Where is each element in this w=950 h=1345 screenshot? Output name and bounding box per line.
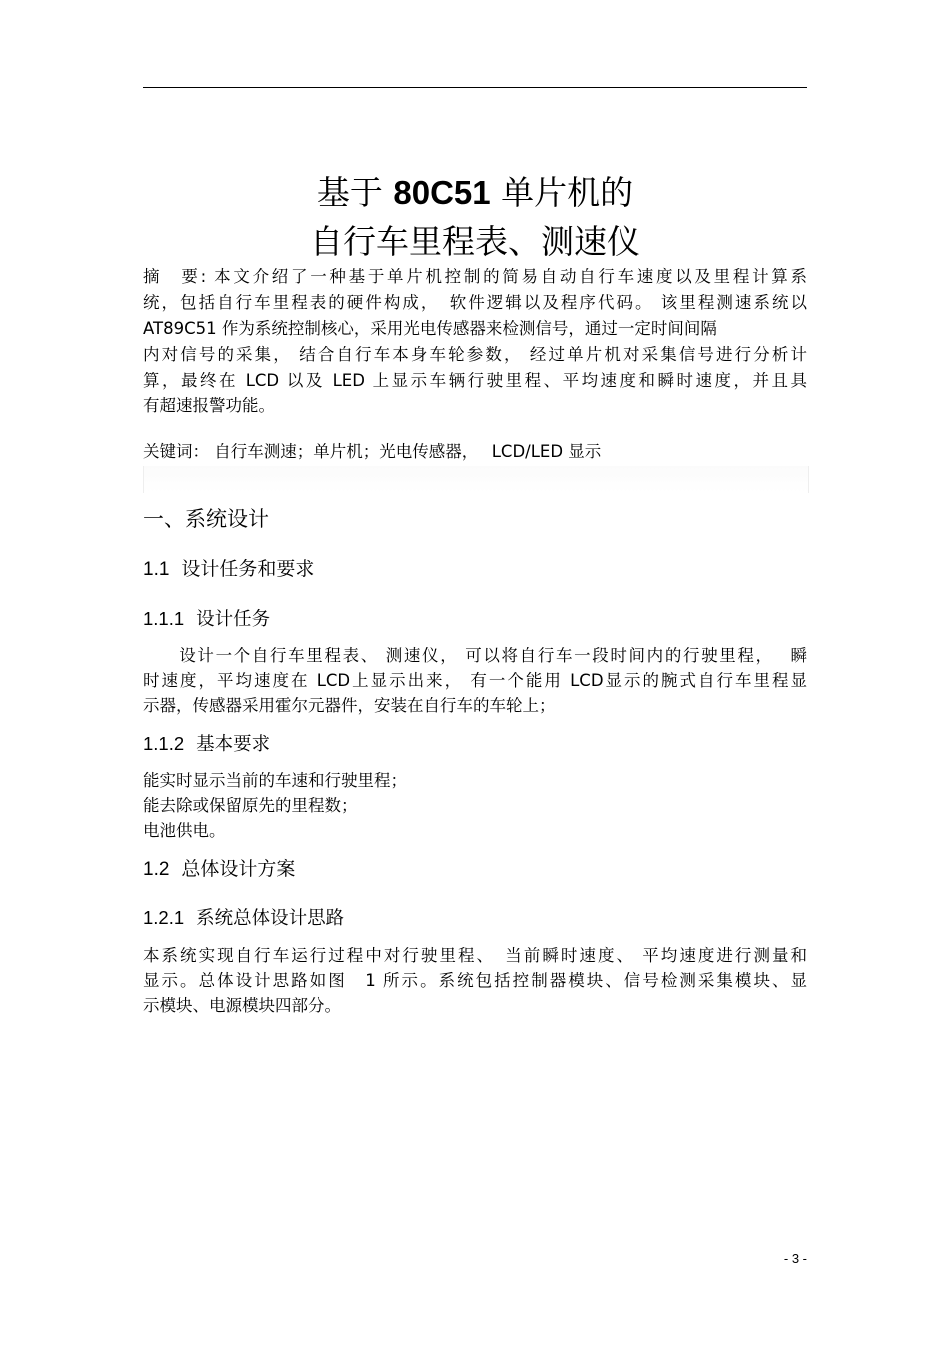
separator-box xyxy=(143,466,809,493)
heading-number: 1.2 xyxy=(143,859,170,880)
design-line: 本系统实现自行车运行过程中对行驶里程、 当前瞬时速度、 平均速度进行测量和 xyxy=(143,946,807,965)
title-bold: 80C51 xyxy=(393,174,491,211)
heading-text: 系统总体设计思路 xyxy=(196,908,345,929)
title-pre: 基于 xyxy=(316,173,394,212)
heading-number: 1.1.2 xyxy=(143,733,185,754)
header-rule xyxy=(143,87,807,88)
heading-1-1-2 xyxy=(143,731,270,758)
title-post: 单片机的 xyxy=(490,173,634,212)
abstract-line: 有超速报警功能。 xyxy=(143,396,275,415)
abstract-line: 摘 要: 本文介绍了一种基于单片机控制的简易自动自行车速度以及里程计算系 xyxy=(143,267,807,286)
heading-text: 设计任务 xyxy=(196,609,271,630)
task-line: 时速度，平均速度在 LCD上显示出来， 有一个能用 LCD显示的腕式自行车里程显 xyxy=(143,671,807,690)
abstract-line: AT89C51 作为系统控制核心，采用光电传感器来检测信号，通过一定时间间隔 xyxy=(143,319,717,338)
requirement-line: 电池供电。 xyxy=(143,821,226,840)
heading-number: 1.1 xyxy=(143,559,170,580)
title-line-1 xyxy=(143,173,807,213)
heading-text: 总体设计方案 xyxy=(181,858,296,880)
abstract-line: 算，最终在 LCD 以及 LED 上显示车辆行驶里程、平均速度和瞬时速度，并且具 xyxy=(143,371,807,390)
heading-1-2 xyxy=(143,856,295,883)
title-line-2: 自行车里程表、测速仪 xyxy=(310,222,640,261)
heading-1-1-1 xyxy=(143,606,270,633)
design-line: 显示。总体设计思路如图 1 所示。系统包括控制器模块、信号检测采集模块、显 xyxy=(143,971,807,990)
heading-number: 1.2.1 xyxy=(143,907,185,928)
requirement-line: 能实时显示当前的车速和行驶里程； xyxy=(143,771,407,790)
heading-1-2-1 xyxy=(143,905,344,932)
heading-text: 设计任务和要求 xyxy=(181,558,315,580)
design-line: 示模块、电源模块四部分。 xyxy=(143,996,341,1015)
task-line: 示器，传感器采用霍尔元器件，安装在自行车的车轮上； xyxy=(143,696,556,715)
task-line: 设计一个自行车里程表、 测速仪， 可以将自行车一段时间内的行驶里程， 瞬 xyxy=(143,646,807,665)
abstract-line: 统，包括自行车里程表的硬件构成， 软件逻辑以及程序代码。 该里程测速系统以 xyxy=(143,293,807,312)
heading-number: 1.1.1 xyxy=(143,608,185,629)
abstract-line: 内对信号的采集， 结合自行车本身车轮参数， 经过单片机对采集信号进行分析计 xyxy=(143,345,807,364)
heading-text: 基本要求 xyxy=(196,734,271,755)
heading-1-1 xyxy=(143,556,314,583)
page-number: - 3 - xyxy=(783,1251,807,1266)
keywords: 关键词： 自行车测速；单片机；光电传感器， LCD/LED 显示 xyxy=(143,442,602,461)
requirement-line: 能去除或保留原先的里程数； xyxy=(143,796,358,815)
section-heading-1: 一、系统设计 xyxy=(143,507,269,531)
